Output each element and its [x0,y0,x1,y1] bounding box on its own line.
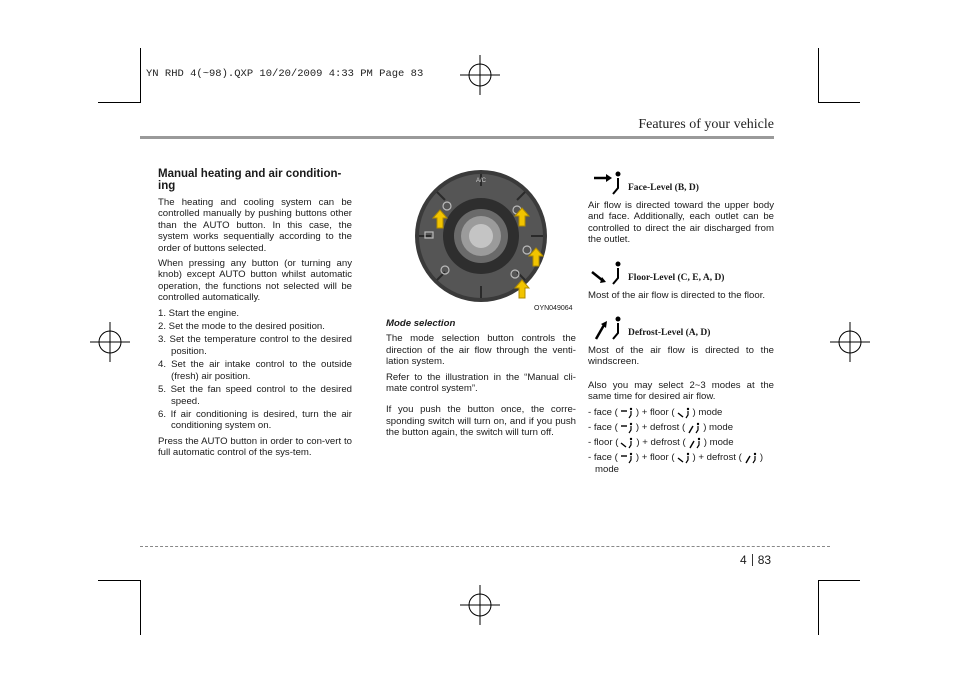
registration-mark-icon [90,322,130,362]
footer-rule [140,546,830,547]
chapter-number: 4 [740,553,747,567]
combo-text: ) mode [703,436,734,448]
crop-mark [818,580,819,635]
intro-paragraph: The heating and cooling system can be controlled manually by pushing buttons other than the AUTO button. In this case, the system works sequentially according to the order of buttons selected. [158,197,352,254]
list-item [588,422,774,434]
list-item [588,452,774,475]
combo-intro: Also you may select 2~3 modes at the same time for desired air flow. [588,379,774,403]
page-header-title: Features of your vehicle [638,117,774,132]
registration-mark-icon [830,322,870,362]
crop-mark [818,580,860,581]
mode-label: Defrost-Level (A, D) [628,328,711,339]
subheading: Mode selection [386,318,456,329]
intro-paragraph: When pressing any button (or turning any knob) except AUTO button whilst automatic operation, the functions not selected will be controlled automatically. [158,258,352,304]
combo-text: - face ( [588,406,618,418]
floor-vent-icon [588,258,624,286]
list-item: 1. Start the engine. [158,307,240,319]
outro-paragraph: Press the AUTO button in order to con-vert to full automatic control of the sys-tem. [158,435,352,459]
list-item: 2. Set the mode to the desired position. [158,321,325,333]
defrost-vent-icon [744,452,758,464]
defrost-vent-icon [588,313,624,341]
list-item: 4. Set the air intake control to the outside (fresh) air position. [158,359,352,382]
floor-vent-icon [677,452,691,464]
crop-mark [98,102,140,103]
paragraph: The mode selection button controls the direction of the air flow through the venti-lation system. [386,333,576,368]
combo-text: mode [595,463,619,475]
defrost-vent-icon [688,437,702,449]
combo-text: ) mode [692,406,723,418]
combo-text: - floor ( [588,436,619,448]
combo-text: ) + defrost ( [636,436,686,448]
list-item: 3. Set the temperature control to the desired position. [158,334,352,357]
mode-description: Most of the air flow is directed to the windscreen. [588,345,774,368]
paragraph: Refer to the illustration in the “Manual cli-mate control system”. [386,371,576,395]
combo-text: ) + defrost ( [635,421,686,433]
registration-mark-icon [460,585,500,625]
page-number-divider [752,554,753,566]
image-label: OYN049064 [534,305,573,312]
right-column [588,168,774,478]
face-vent-icon [620,422,634,434]
mode-heading [588,313,774,343]
face-vent-icon [620,407,634,419]
list-item: 5. Set the fan speed control to the desired speed. [158,384,352,407]
crop-mark [818,48,819,103]
climate-control-illustration [385,166,577,316]
mode-heading [588,168,774,198]
ac-label: A/C [475,178,487,184]
mode-label: Face-Level (B, D) [628,183,699,193]
list-item [588,407,774,419]
crop-mark [818,102,860,103]
combo-text: ) + defrost ( [692,451,742,463]
combo-text: - face ( [588,451,618,463]
list-item: 6. If air conditioning is desired, turn the air conditioning system on. [158,408,352,432]
page-number-value: 83 [757,553,772,567]
defrost-vent-icon [687,422,701,434]
mode-description: Air flow is directed toward the upper body and face. Additionally, each outlet can be controlled to direct the air discharged from the outlet. [588,200,774,246]
print-slug: YN RHD 4(~98).QXP 10/20/2009 4:33 PM Page 83 [146,68,424,80]
list-item [588,437,774,449]
mode-dial-icon [385,166,577,316]
combo-text: ) + floor ( [635,406,675,418]
steps-list [158,308,352,432]
combo-text: ) [759,451,764,463]
paragraph: If you push the button once, the corre-sponding switch will turn on, and if you push the button again, the switch will turn off. [386,404,576,439]
header-rule [140,136,774,139]
section-heading: Manual heating and air condition-ing [158,168,342,192]
crop-mark [140,48,141,103]
floor-vent-icon [620,437,634,449]
mode-heading [588,258,774,288]
page-number [740,553,771,567]
combo-text: ) + floor ( [635,451,675,463]
combo-text: - face ( [588,421,618,433]
middle-column [386,318,576,443]
left-column [158,168,352,463]
registration-mark-icon [460,55,500,95]
crop-mark [140,580,141,635]
floor-vent-icon [677,407,691,419]
face-vent-icon [588,168,624,196]
mode-description: Most of the air flow is directed to the floor. [588,289,766,301]
crop-mark [98,580,140,581]
mode-label: Floor-Level (C, E, A, D) [628,272,725,283]
face-vent-icon [620,452,634,464]
combo-text: ) mode [703,421,734,433]
